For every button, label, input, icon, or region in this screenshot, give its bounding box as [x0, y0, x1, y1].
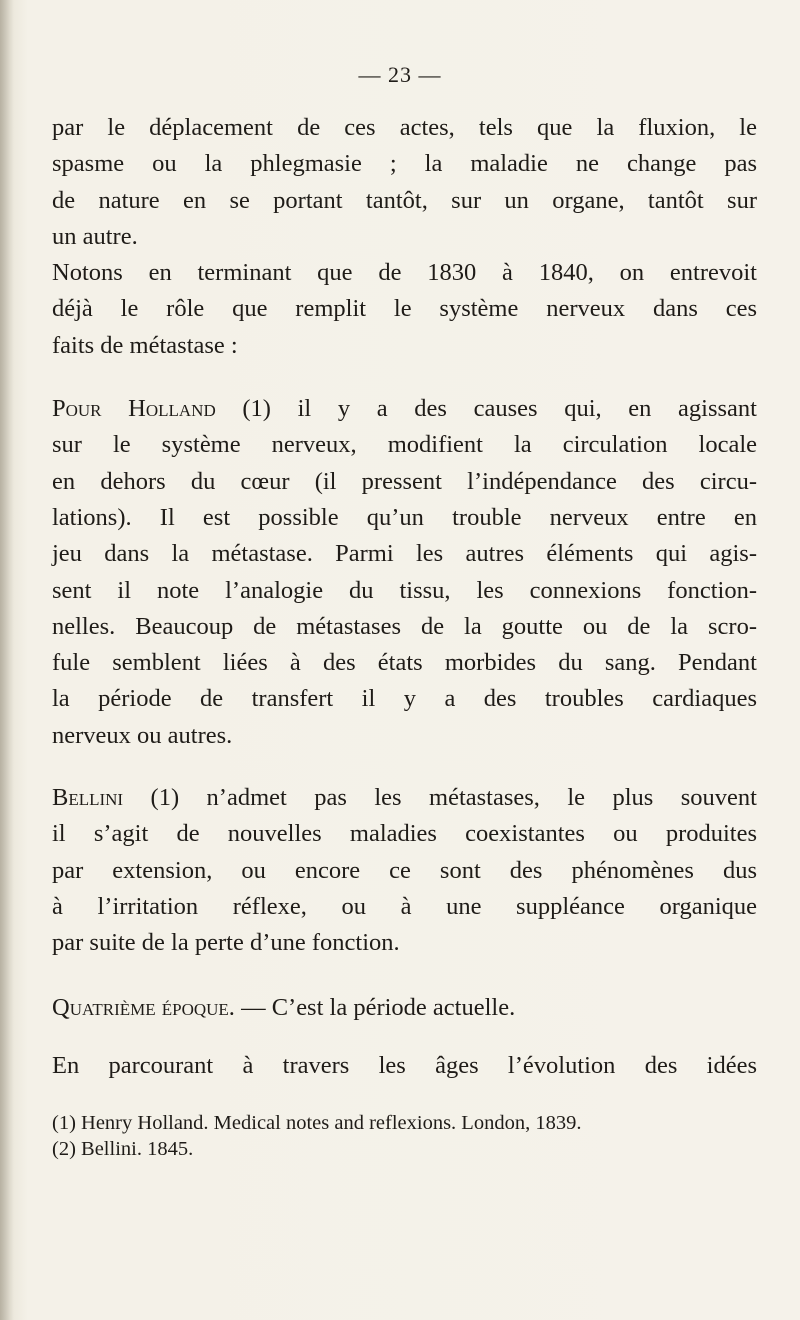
footnotes [52, 1110, 757, 1162]
paragraph-bellini [52, 780, 757, 961]
text-line: par le déplacement de ces actes, tels que la fluxion, le [52, 114, 757, 141]
author-name-bellini: Bellini [52, 784, 124, 812]
body-text [52, 110, 757, 1084]
section-heading-quatrieme-epoque [52, 990, 757, 1026]
section-heading-rest: — C’est la période actuelle. [234, 993, 516, 1021]
footnote-1: (1) Henry Holland. Medical notes and reflexions. London, 1839. [52, 1112, 582, 1134]
text-line-rest: (1) il y a des causes qui, en agissant [215, 395, 757, 423]
text-line: sent il note l’analogie du tissu, les connexions fonction- [52, 576, 757, 604]
paragraph-1 [52, 110, 757, 255]
text-line: sur le système nerveux, modifient la circulation locale [52, 431, 757, 459]
paragraph-holland [52, 391, 757, 754]
text-line: jeu dans la métastase. Parmi les autres éléments qui agis- [52, 540, 757, 568]
text-line: par extension, ou encore ce sont des phénomènes dus [52, 856, 757, 884]
text-line: de nature en se portant tantôt, sur un organe, tantôt sur [52, 186, 757, 214]
text-line-rest: (1) n’admet pas les métastases, le plus souvent [123, 784, 757, 812]
section-label: Quatrième époque. [52, 993, 235, 1021]
text-line [52, 990, 757, 1026]
text-line: nerveux ou autres. [52, 721, 233, 749]
footnote-2: (2) Bellini. 1845. [52, 1138, 194, 1160]
text-line: il s’agit de nouvelles maladies coexistantes ou produites [52, 820, 757, 848]
text-line: faits de métastase : [52, 331, 238, 359]
text-line [52, 391, 757, 427]
text-line [52, 780, 757, 816]
author-name-holland: Pour Holland [52, 395, 216, 423]
text-line: Notons en terminant que de 1830 à 1840, on entrevoit [52, 259, 757, 287]
text-line: nelles. Beaucoup de métastases de la goutte ou de la scro- [52, 612, 757, 640]
text-line: spasme ou la phlegmasie ; la maladie ne change pas [52, 150, 757, 178]
text-line: En parcourant à travers les âges l’évolution des idées [52, 1051, 757, 1079]
text-line: en dehors du cœur (il pressent l’indépendance des circu- [52, 467, 757, 495]
text-line: fule semblent liées à des états morbides du sang. Pendant [52, 649, 757, 677]
binding-shadow [0, 0, 14, 1320]
text-line: par suite de la perte d’une fonction. [52, 929, 400, 957]
text-line: lations). Il est possible qu’un trouble nerveux entre en [52, 503, 757, 531]
text-line: un autre. [52, 222, 138, 250]
text-line: la période de transfert il y a des troubles cardiaques [52, 685, 757, 713]
page-number: — 23 — [358, 62, 442, 87]
paragraph-final [52, 1048, 757, 1084]
text-line: déjà le rôle que remplit le système nerveux dans ces [52, 295, 757, 323]
text-line: à l’irritation réflexe, ou à une suppléance organique [52, 892, 757, 920]
paragraph-2 [52, 255, 757, 364]
